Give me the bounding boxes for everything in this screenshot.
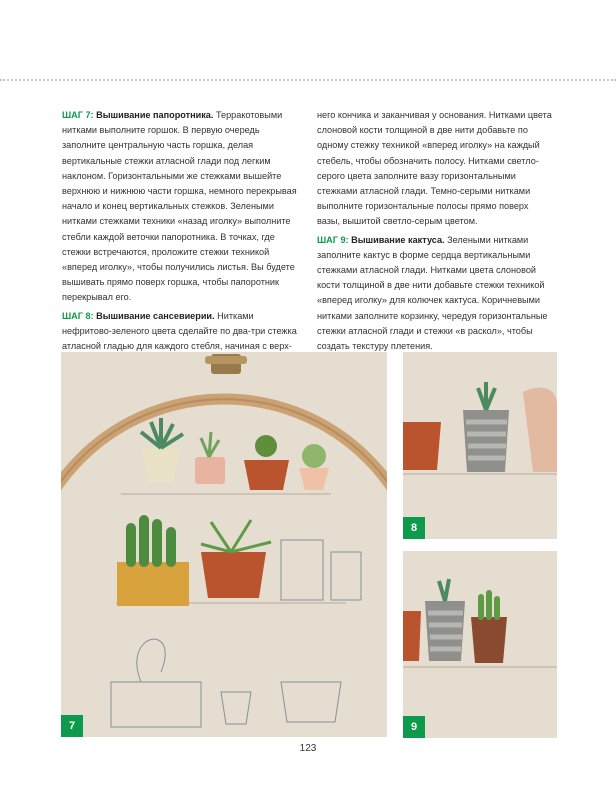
step-9-title: Вышивание кактуса. [351, 234, 445, 245]
page-number: 123 [299, 743, 317, 754]
step-7-label: ШАГ 7: [62, 110, 94, 120]
step-8-illustration [403, 352, 557, 539]
step-7-title: Вышивание папоротника. [96, 110, 214, 120]
photo-number-badge-9: 9 [403, 716, 425, 738]
step-8-text-part2: него кончика и заканчивая у основания. Нитками цвета слоновой кости толщиной в две нити добавьте по одному стежку техникой «вперед иголку» на каждый стебель, чтобы обозначить полосу. Нитками светло-серого цвета заполните вазу горизонтальными стежками атласной глади. Темно-серыми нитками выполните горизонтальные полосы прямо поверх вазы, вышитой светло-серым цветом. [317, 110, 552, 227]
step-9-photo [403, 551, 557, 738]
step-7-text: Терракотовыми нитками выполните горшок. В первую очередь заполните центральную часть горшка, делая вертикальные стежки атласной глади под легким наклоном. Горизонтальными же стежками вышейте верхнюю и нижнюю части горшка, немного перекрывая начало и конец вертикальных стежков. Зелеными нитками стежками техники «назад иголку» выполните стебли каждой веточки папоротника. В точках, где стежки встречаются, проложите стежки техникой «вперед иголку», чтобы получились листья. Вы будете вышивать прямо поверх горшка, чтобы папоротник перекрывал его. [62, 110, 297, 303]
step-7-paragraph [62, 108, 298, 306]
step-8-continued-paragraph [317, 108, 553, 230]
step-8-label: ШАГ 8: [62, 310, 94, 321]
step-9-paragraph [317, 233, 553, 355]
text-column-right [317, 108, 553, 357]
embroidery-hoop-illustration [61, 352, 387, 737]
photo-number-badge-8: 8 [403, 517, 425, 539]
step-8-photo [403, 352, 557, 539]
step-9-text: Зелеными нитками заполните кактус в форме сердца вертикальными стежками атласной глади. Нитками цвета слоновой кости толщиной в две нити добавьте стежки техникой «вперед иголку» для колючек кактуса. Коричневыми нитками заполните корзинку, чередуя горизонтальные стежки атласной глади и стежки «в раскол», чтобы создать текстуру плетения. [317, 234, 548, 352]
step-8-text-part1: Нитками нефритово-зеленого цвета сделайте по два-три стежка атласной гладью для каждого стебля, начиная с верх- [62, 310, 297, 352]
step-8-title: Вышивание сансевиерии. [96, 310, 215, 321]
step-9-label: ШАГ 9: [317, 234, 349, 245]
top-dotted-rule [0, 79, 616, 81]
embroidery-hoop-photo [61, 352, 387, 737]
text-column-left [62, 108, 298, 357]
photo-number-badge-7: 7 [61, 715, 83, 737]
step-8-paragraph [62, 309, 298, 355]
step-9-illustration [403, 551, 557, 738]
